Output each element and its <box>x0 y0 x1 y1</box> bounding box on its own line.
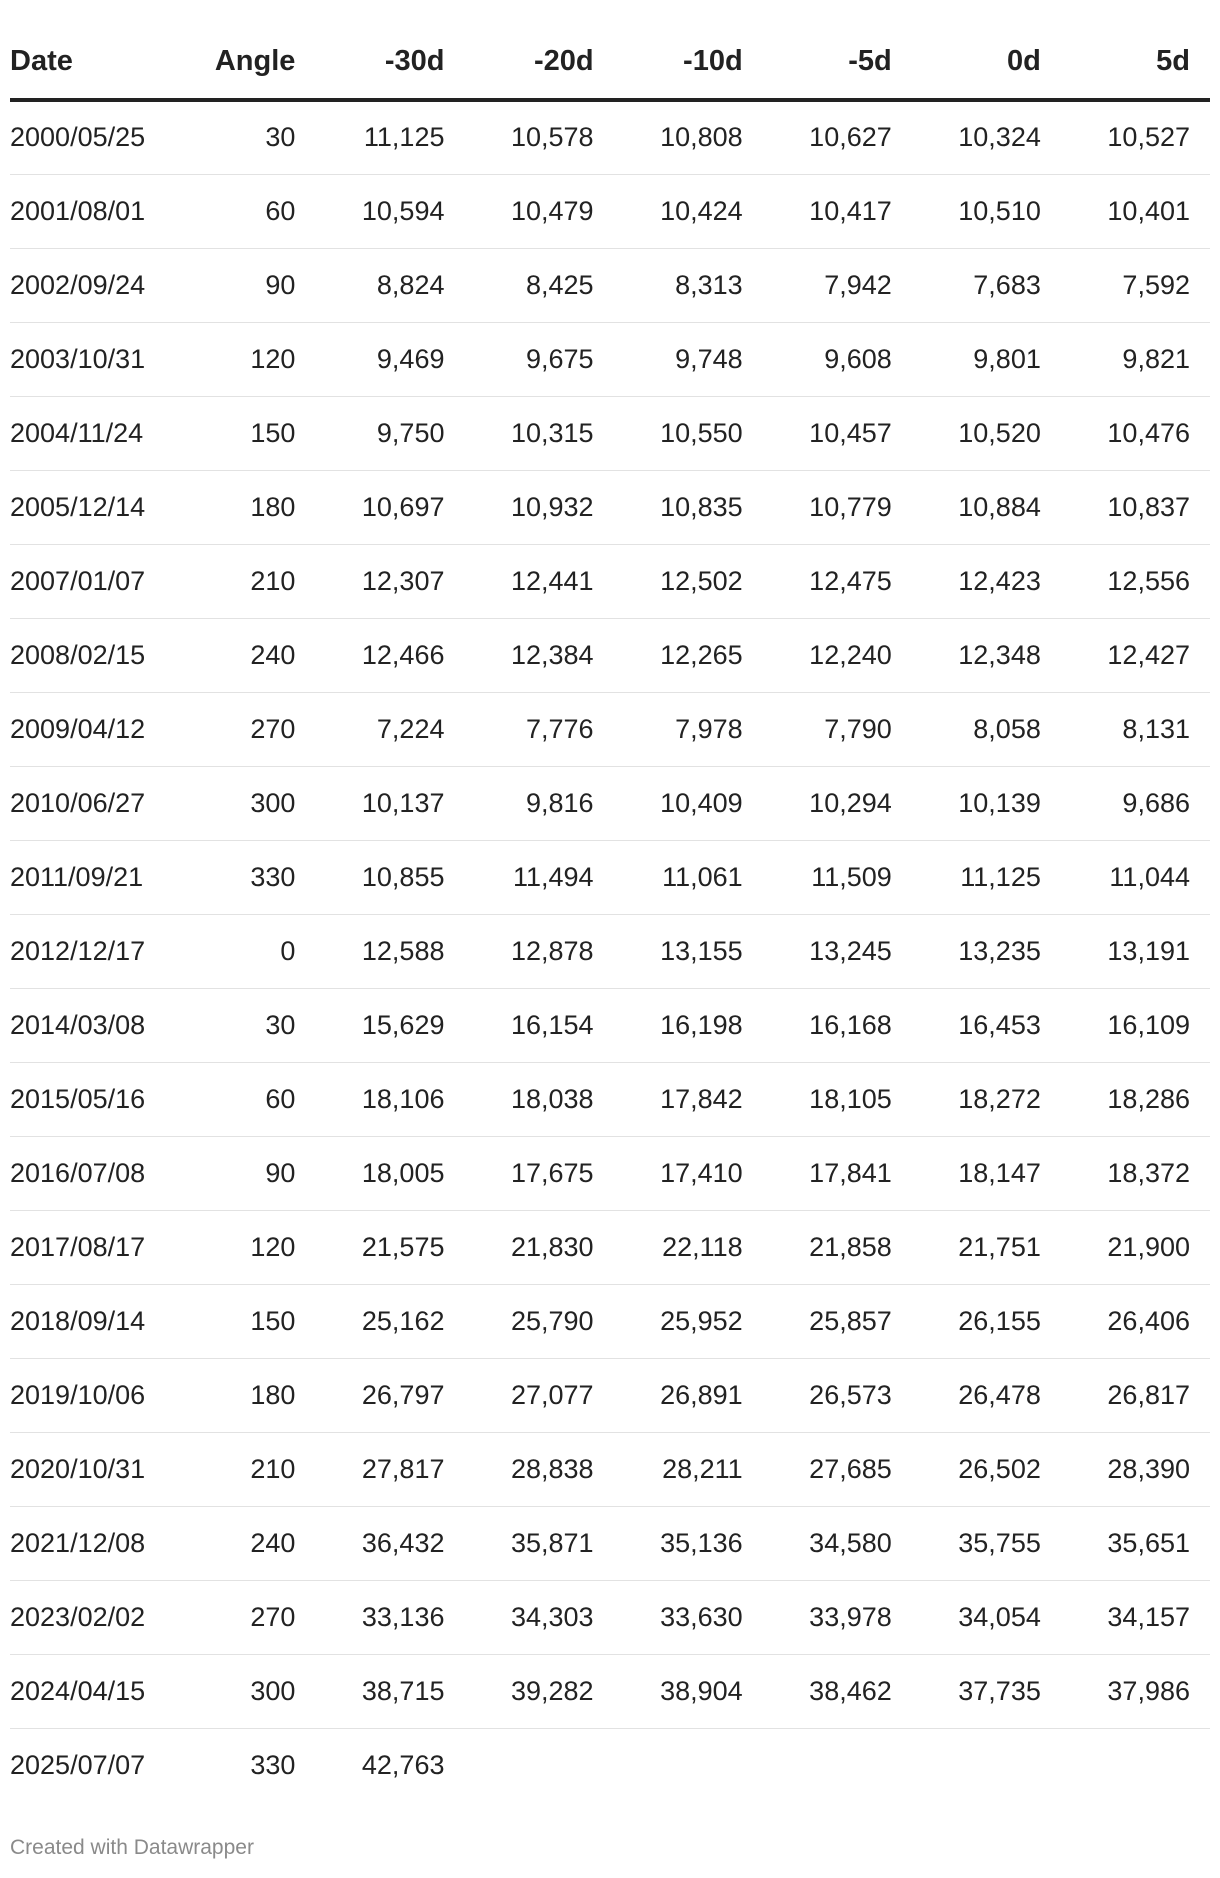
table-cell-minus-5d: 26,573 <box>763 1358 912 1432</box>
table-cell-angle: 0 <box>202 914 315 988</box>
table-cell-minus-5d: 11,509 <box>763 840 912 914</box>
table-cell-minus-5d: 9,608 <box>763 322 912 396</box>
table-cell-minus-20d: 27,077 <box>464 1358 613 1432</box>
table-cell-angle: 210 <box>202 1432 315 1506</box>
column-header-minus-30d: -30d <box>315 24 464 100</box>
table-cell-angle: 120 <box>202 1210 315 1284</box>
table-cell-0d: 10,520 <box>912 396 1061 470</box>
table-cell-minus-10d: 10,835 <box>614 470 763 544</box>
table-cell-angle: 120 <box>202 322 315 396</box>
table-cell-5d: 37,986 <box>1061 1654 1210 1728</box>
table-row <box>10 174 1210 248</box>
table-cell-date: 2021/12/08 <box>10 1506 202 1580</box>
table-cell-minus-30d: 25,162 <box>315 1284 464 1358</box>
table-cell-5d: 7,592 <box>1061 248 1210 322</box>
table-cell-0d: 16,453 <box>912 988 1061 1062</box>
table-cell-date: 2001/08/01 <box>10 174 202 248</box>
table-cell-date: 2004/11/24 <box>10 396 202 470</box>
table-cell-5d: 9,686 <box>1061 766 1210 840</box>
column-header-date: Date <box>10 24 202 100</box>
table-cell-0d: 12,423 <box>912 544 1061 618</box>
table-cell-0d: 8,058 <box>912 692 1061 766</box>
table-cell-minus-30d: 10,594 <box>315 174 464 248</box>
table-cell-minus-5d: 25,857 <box>763 1284 912 1358</box>
table-row <box>10 1728 1210 1802</box>
table-cell-5d: 10,401 <box>1061 174 1210 248</box>
table-cell-date: 2012/12/17 <box>10 914 202 988</box>
table-cell-date: 2024/04/15 <box>10 1654 202 1728</box>
table-cell-angle: 60 <box>202 1062 315 1136</box>
table-cell-date: 2008/02/15 <box>10 618 202 692</box>
table-cell-angle: 240 <box>202 1506 315 1580</box>
table-cell-5d: 26,406 <box>1061 1284 1210 1358</box>
table-cell-minus-10d: 22,118 <box>614 1210 763 1284</box>
table-cell-minus-10d: 9,748 <box>614 322 763 396</box>
table-row <box>10 840 1210 914</box>
table-cell-5d: 28,390 <box>1061 1432 1210 1506</box>
table-cell-date: 2015/05/16 <box>10 1062 202 1136</box>
table-cell-minus-30d: 9,750 <box>315 396 464 470</box>
table-cell-minus-10d: 12,265 <box>614 618 763 692</box>
table-cell-minus-5d: 7,790 <box>763 692 912 766</box>
table-row <box>10 1432 1210 1506</box>
table-cell-5d: 10,476 <box>1061 396 1210 470</box>
table-cell-5d: 16,109 <box>1061 988 1210 1062</box>
table-cell-angle: 180 <box>202 470 315 544</box>
table-cell-date: 2016/07/08 <box>10 1136 202 1210</box>
table-row <box>10 100 1210 174</box>
table-cell-5d: 8,131 <box>1061 692 1210 766</box>
table-cell-minus-30d: 18,106 <box>315 1062 464 1136</box>
table-cell-0d: 26,502 <box>912 1432 1061 1506</box>
table-row <box>10 1654 1210 1728</box>
table-cell-minus-5d: 33,978 <box>763 1580 912 1654</box>
table-cell-minus-5d: 17,841 <box>763 1136 912 1210</box>
table-cell-angle: 210 <box>202 544 315 618</box>
table-row <box>10 544 1210 618</box>
table-cell-minus-5d: 34,580 <box>763 1506 912 1580</box>
table-cell-angle: 330 <box>250 1749 296 1780</box>
table-cell-minus-30d: 15,629 <box>315 988 464 1062</box>
table-cell-5d: 21,900 <box>1061 1210 1210 1284</box>
table-cell-minus-10d: 33,630 <box>614 1580 763 1654</box>
table-cell-minus-20d: 35,871 <box>464 1506 613 1580</box>
table-cell-minus-10d: 16,198 <box>614 988 763 1062</box>
table-cell-minus-20d: 10,315 <box>464 396 613 470</box>
table-cell-minus-30d: 33,136 <box>315 1580 464 1654</box>
table-cell-minus-30d: 38,715 <box>315 1654 464 1728</box>
table-cell-date: 2020/10/31 <box>10 1432 202 1506</box>
table-cell-date: 2014/03/08 <box>10 988 202 1062</box>
table-cell-minus-30d: 21,575 <box>315 1210 464 1284</box>
table-cell-minus-30d: 8,824 <box>315 248 464 322</box>
table-row <box>10 322 1210 396</box>
table-cell-0d: 26,155 <box>912 1284 1061 1358</box>
table-row <box>10 1506 1210 1580</box>
table-cell-minus-20d: 34,303 <box>464 1580 613 1654</box>
table-cell-minus-30d: 26,797 <box>315 1358 464 1432</box>
column-header-minus-10d: -10d <box>614 24 763 100</box>
table-cell-minus-30d: 12,588 <box>315 914 464 988</box>
table-body <box>10 100 1210 1802</box>
table-row <box>10 1284 1210 1358</box>
table-cell-minus-10d: 7,978 <box>614 692 763 766</box>
table-cell-minus-20d: 10,479 <box>464 174 613 248</box>
table-cell-minus-5d: 10,294 <box>763 766 912 840</box>
table-cell-minus-10d: 28,211 <box>614 1432 763 1506</box>
table-cell-minus-20d: 16,154 <box>464 988 613 1062</box>
table-cell-date: 2018/09/14 <box>10 1284 202 1358</box>
table-cell-0d: 10,139 <box>912 766 1061 840</box>
table-cell-5d: 34,157 <box>1061 1580 1210 1654</box>
table-cell-minus-30d: 10,137 <box>315 766 464 840</box>
table-cell-minus-5d: 27,685 <box>763 1432 912 1506</box>
table-cell-minus-5d: 18,105 <box>763 1062 912 1136</box>
table-row <box>10 766 1210 840</box>
table-cell-angle: 60 <box>202 174 315 248</box>
table-row <box>10 1062 1210 1136</box>
table-cell-angle: 90 <box>202 1136 315 1210</box>
table-cell-minus-20d <box>464 1728 613 1802</box>
table-cell-minus-20d: 10,932 <box>464 470 613 544</box>
table-cell-date: 2000/05/25 <box>10 100 202 174</box>
table-cell-5d: 12,556 <box>1061 544 1210 618</box>
table-cell-5d <box>1061 1728 1210 1802</box>
table-row <box>10 248 1210 322</box>
table-row <box>10 1136 1210 1210</box>
table-cell-minus-20d: 10,578 <box>464 100 613 174</box>
table-cell-minus-10d: 17,410 <box>614 1136 763 1210</box>
column-header-minus-5d: -5d <box>763 24 912 100</box>
table-cell-minus-10d: 26,891 <box>614 1358 763 1432</box>
table-cell-minus-30d: 11,125 <box>315 100 464 174</box>
column-header-minus-20d: -20d <box>464 24 613 100</box>
table-cell-minus-10d: 10,409 <box>614 766 763 840</box>
table-cell-0d: 34,054 <box>912 1580 1061 1654</box>
table-cell-minus-30d: 10,855 <box>315 840 464 914</box>
table-cell-minus-10d: 12,502 <box>614 544 763 618</box>
data-table <box>10 24 1210 1802</box>
table-cell-date: 2010/06/27 <box>10 766 202 840</box>
table-cell-0d: 13,235 <box>912 914 1061 988</box>
table-cell-minus-30d: 10,697 <box>315 470 464 544</box>
table-cell-0d: 10,510 <box>912 174 1061 248</box>
table-cell-5d: 35,651 <box>1061 1506 1210 1580</box>
table-cell-date: 2002/09/24 <box>10 248 202 322</box>
table-row <box>10 396 1210 470</box>
table-cell-minus-20d: 25,790 <box>464 1284 613 1358</box>
table-cell-minus-30d: 12,466 <box>315 618 464 692</box>
table-cell-5d: 12,427 <box>1061 618 1210 692</box>
table-cell-minus-20d: 12,878 <box>464 914 613 988</box>
table-cell-0d: 35,755 <box>912 1506 1061 1580</box>
table-cell-date: 2017/08/17 <box>10 1210 202 1284</box>
table-cell-angle: 90 <box>202 248 315 322</box>
table-cell-date: 2005/12/14 <box>10 470 202 544</box>
table-row <box>10 1210 1210 1284</box>
table-row <box>10 914 1210 988</box>
table-cell-minus-10d: 8,313 <box>614 248 763 322</box>
table-row <box>10 692 1210 766</box>
table-cell-0d: 10,884 <box>912 470 1061 544</box>
table-cell-0d: 11,125 <box>912 840 1061 914</box>
table-cell-minus-10d: 25,952 <box>614 1284 763 1358</box>
table-cell-minus-5d: 38,462 <box>763 1654 912 1728</box>
table-row <box>10 470 1210 544</box>
table-row <box>10 988 1210 1062</box>
table-cell-minus-20d: 9,675 <box>464 322 613 396</box>
table-cell-minus-10d: 10,550 <box>614 396 763 470</box>
table-cell-minus-20d: 21,830 <box>464 1210 613 1284</box>
table-cell-minus-10d: 10,424 <box>614 174 763 248</box>
table-cell-0d: 37,735 <box>912 1654 1061 1728</box>
table-cell-angle: 300 <box>202 1654 315 1728</box>
table-cell-minus-10d: 11,061 <box>614 840 763 914</box>
datawrapper-credit: Created with Datawrapper <box>10 1836 254 1859</box>
table-cell-date: 2003/10/31 <box>10 322 202 396</box>
table-cell-minus-5d: 10,627 <box>763 100 912 174</box>
table-cell-minus-20d: 12,384 <box>464 618 613 692</box>
table-cell-minus-5d: 10,417 <box>763 174 912 248</box>
table-row <box>10 1580 1210 1654</box>
table-cell-minus-30d: 7,224 <box>315 692 464 766</box>
table-row <box>10 1358 1210 1432</box>
table-cell-5d: 11,044 <box>1061 840 1210 914</box>
table-cell-minus-20d: 17,675 <box>464 1136 613 1210</box>
table-cell-date: 2009/04/12 <box>10 692 202 766</box>
table-cell-0d: 26,478 <box>912 1358 1061 1432</box>
table-cell-minus-10d: 13,155 <box>614 914 763 988</box>
table-cell-minus-20d: 39,282 <box>464 1654 613 1728</box>
table-cell-minus-30d: 27,817 <box>315 1432 464 1506</box>
table-cell-angle: 150 <box>202 1284 315 1358</box>
table-cell-minus-30d: 42,763 <box>361 1749 445 1780</box>
table-cell-date: 2025/07/07 <box>10 1749 146 1780</box>
table-cell-minus-20d: 8,425 <box>464 248 613 322</box>
table-cell-angle: 30 <box>202 100 315 174</box>
table-cell-angle: 300 <box>202 766 315 840</box>
column-header-5d: 5d <box>1061 24 1210 100</box>
table-cell-0d: 7,683 <box>912 248 1061 322</box>
table-cell-minus-20d: 12,441 <box>464 544 613 618</box>
table-cell-minus-5d: 16,168 <box>763 988 912 1062</box>
table-header <box>10 24 1210 100</box>
table-cell-angle: 30 <box>202 988 315 1062</box>
column-header-0d: 0d <box>912 24 1061 100</box>
table-cell-minus-10d <box>614 1728 763 1802</box>
table-cell-minus-5d: 10,779 <box>763 470 912 544</box>
table-cell-5d: 10,527 <box>1061 100 1210 174</box>
table-cell-minus-5d <box>763 1728 912 1802</box>
table-cell-5d: 18,286 <box>1061 1062 1210 1136</box>
table-cell-minus-10d: 17,842 <box>614 1062 763 1136</box>
table-cell-angle: 150 <box>202 396 315 470</box>
table-cell-angle: 270 <box>202 692 315 766</box>
table-cell-date: 2023/02/02 <box>10 1580 202 1654</box>
table-cell-minus-5d: 10,457 <box>763 396 912 470</box>
table-cell-0d <box>912 1728 1061 1802</box>
table-cell-5d: 13,191 <box>1061 914 1210 988</box>
table-cell-minus-30d: 18,005 <box>315 1136 464 1210</box>
table-cell-date: 2011/09/21 <box>10 840 202 914</box>
table-cell-5d: 10,837 <box>1061 470 1210 544</box>
table-cell-minus-5d: 13,245 <box>763 914 912 988</box>
table-cell-minus-10d: 35,136 <box>614 1506 763 1580</box>
table-cell-minus-5d: 7,942 <box>763 248 912 322</box>
table-cell-minus-5d: 12,240 <box>763 618 912 692</box>
table-cell-minus-30d: 12,307 <box>315 544 464 618</box>
table-row <box>10 618 1210 692</box>
table-cell-minus-20d: 7,776 <box>464 692 613 766</box>
table-cell-minus-5d: 21,858 <box>763 1210 912 1284</box>
table-cell-minus-30d: 9,469 <box>315 322 464 396</box>
table-cell-5d: 26,817 <box>1061 1358 1210 1432</box>
column-header-angle: Angle <box>202 24 315 100</box>
table-cell-0d: 21,751 <box>912 1210 1061 1284</box>
table-cell-5d: 18,372 <box>1061 1136 1210 1210</box>
table-cell-0d: 12,348 <box>912 618 1061 692</box>
table-cell-minus-30d: 36,432 <box>315 1506 464 1580</box>
table-cell-minus-10d: 10,808 <box>614 100 763 174</box>
table-cell-0d: 18,147 <box>912 1136 1061 1210</box>
table-cell-minus-10d: 38,904 <box>614 1654 763 1728</box>
table-cell-angle: 270 <box>202 1580 315 1654</box>
table-cell-angle: 180 <box>202 1358 315 1432</box>
table-cell-0d: 10,324 <box>912 100 1061 174</box>
table-cell-0d: 9,801 <box>912 322 1061 396</box>
table-cell-0d: 18,272 <box>912 1062 1061 1136</box>
table-cell-minus-20d: 18,038 <box>464 1062 613 1136</box>
table-cell-5d: 9,821 <box>1061 322 1210 396</box>
table-cell-date: 2007/01/07 <box>10 544 202 618</box>
table-cell-minus-5d: 12,475 <box>763 544 912 618</box>
table-cell-angle: 240 <box>202 618 315 692</box>
table-cell-angle: 330 <box>202 840 315 914</box>
table-cell-minus-20d: 11,494 <box>464 840 613 914</box>
header-row <box>10 24 1210 100</box>
table-cell-minus-20d: 28,838 <box>464 1432 613 1506</box>
table-cell-date: 2019/10/06 <box>10 1358 202 1432</box>
table-cell-minus-20d: 9,816 <box>464 766 613 840</box>
